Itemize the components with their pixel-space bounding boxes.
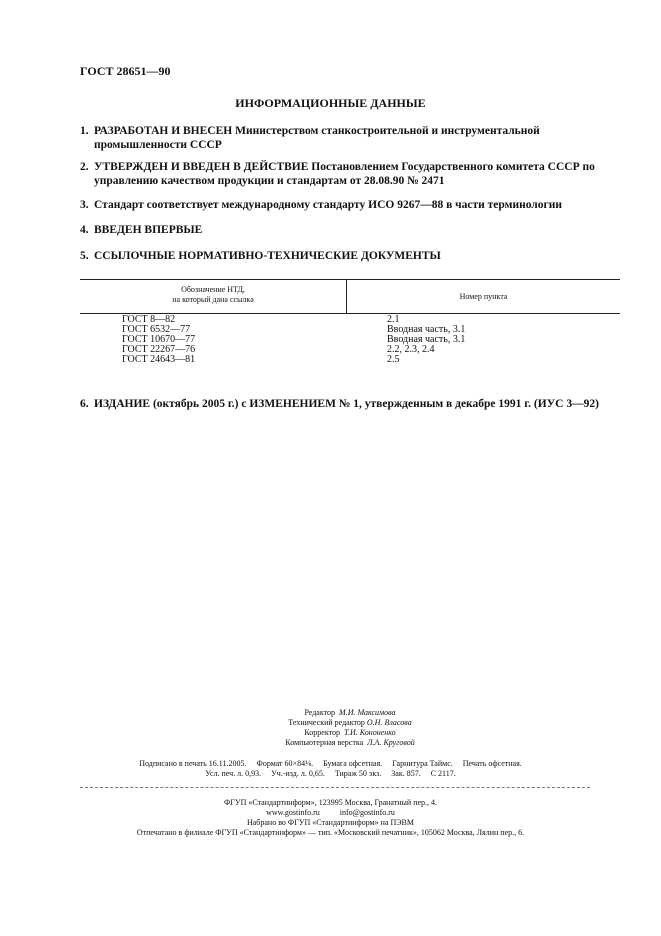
item-number: 4. bbox=[80, 224, 89, 236]
table-cell-clause: Вводная часть, 3.1 bbox=[387, 324, 466, 335]
item-number: 1. bbox=[80, 125, 89, 137]
credit-editor bbox=[220, 708, 480, 718]
item-lead: РАЗРАБОТАН И ВНЕСЕН bbox=[94, 125, 233, 137]
item-lead: ИЗДАНИЕ bbox=[94, 398, 151, 410]
credit-name: М.И. Максимова bbox=[339, 708, 396, 717]
credit-role: Редактор bbox=[304, 708, 336, 717]
credit-name: Т.И. Кононенко bbox=[344, 728, 396, 737]
table-cell-doc: ГОСТ 22267—76 bbox=[122, 344, 196, 355]
credit-name: О.Н. Власова bbox=[366, 718, 412, 727]
credit-role: Технический редактор bbox=[288, 718, 365, 727]
table-cell-clause: 2.5 bbox=[387, 354, 400, 365]
item-lead: УТВЕРЖДЕН И ВВЕДЕН В ДЕЙСТВИЕ bbox=[94, 161, 309, 173]
table-cell-doc: ГОСТ 8—82 bbox=[122, 314, 176, 325]
table-top-rule bbox=[80, 279, 620, 280]
table-cell-doc: ГОСТ 10670—77 bbox=[122, 334, 196, 345]
table-cell-clause: 2.1 bbox=[387, 314, 400, 325]
credits-block bbox=[220, 708, 480, 748]
publisher-line-4: Отпечатано в филиале ФГУП «Стандартинформ» — тип. «Московский печатник», 105062 Москва, Лялин пер., 6. bbox=[136, 828, 525, 837]
table-header-clause: Номер пункта bbox=[459, 292, 508, 301]
table-cell-clause: Вводная часть, 3.1 bbox=[387, 334, 466, 345]
print-info-line-2: Усл. печ. л. 0,93. Уч.-изд. л. 0,65. Тираж 50 экз. Зак. 857. С 2117. bbox=[205, 769, 456, 778]
header-line: Обозначение НТД, bbox=[181, 285, 245, 294]
credit-layout bbox=[220, 738, 480, 748]
item-number: 5. bbox=[80, 250, 89, 262]
item-lead: ССЫЛОЧНЫЕ НОРМАТИВНО-ТЕХНИЧЕСКИЕ ДОКУМЕНТЫ bbox=[94, 250, 441, 262]
divider bbox=[80, 787, 590, 789]
table-cell-doc: ГОСТ 6532—77 bbox=[122, 324, 191, 335]
info-item-1 bbox=[80, 124, 620, 154]
header-line: на который дана ссылка bbox=[172, 295, 254, 304]
publisher-line-3: Набрано во ФГУП «Стандартинформ» на ПЭВМ bbox=[246, 818, 415, 827]
publisher-line-1: ФГУП «Стандартинформ», 123995 Москва, Гранатный пер., 4. bbox=[223, 798, 438, 807]
credit-role: Корректор bbox=[304, 728, 341, 737]
item-number: 6. bbox=[80, 398, 89, 410]
credit-proofreader bbox=[220, 728, 480, 738]
table-cell-doc: ГОСТ 24643—81 bbox=[122, 354, 196, 365]
credit-tech-editor bbox=[220, 718, 480, 728]
publisher-line-2: www.gostinfo.ru info@gostinfo.ru bbox=[266, 808, 395, 817]
item-number: 2. bbox=[80, 161, 89, 173]
item-text: (октябрь 2005 г.) с ИЗМЕНЕНИЕМ № 1, утвержденным в декабре 1991 г. (ИУС 3—92) bbox=[150, 398, 599, 410]
item-number: 3. bbox=[80, 199, 89, 211]
info-item-2 bbox=[80, 160, 620, 190]
credit-name: Л.А. Круговой bbox=[367, 738, 415, 747]
item-text: Постановлением Государственного комитета СССР по управлению качеством продукции и стандартам от 28.08.90 № 2471 bbox=[94, 161, 595, 187]
table-header-designation bbox=[80, 285, 346, 305]
table-cell-clause: 2.2, 2.3, 2.4 bbox=[387, 344, 435, 355]
print-info-line-1: Подписано в печать 16.11.2005. Формат 60×84⅛. Бумага офсетная. Гарнитура Таймс. Печать офсетная. bbox=[139, 759, 522, 768]
item-text: Министерством станкостроительной и инструментальной промышленности СССР bbox=[94, 125, 540, 151]
references-table bbox=[80, 279, 620, 374]
item-text: Стандарт соответствует международному стандарту ИСО 9267—88 в части терминологии bbox=[94, 199, 562, 211]
standard-id: ГОСТ 28651—90 bbox=[80, 64, 171, 78]
section-title: ИНФОРМАЦИОННЫЕ ДАННЫЕ bbox=[235, 96, 426, 110]
item-lead: ВВЕДЕН ВПЕРВЫЕ bbox=[94, 224, 203, 236]
credit-role: Компьютерная верстка bbox=[285, 738, 364, 747]
